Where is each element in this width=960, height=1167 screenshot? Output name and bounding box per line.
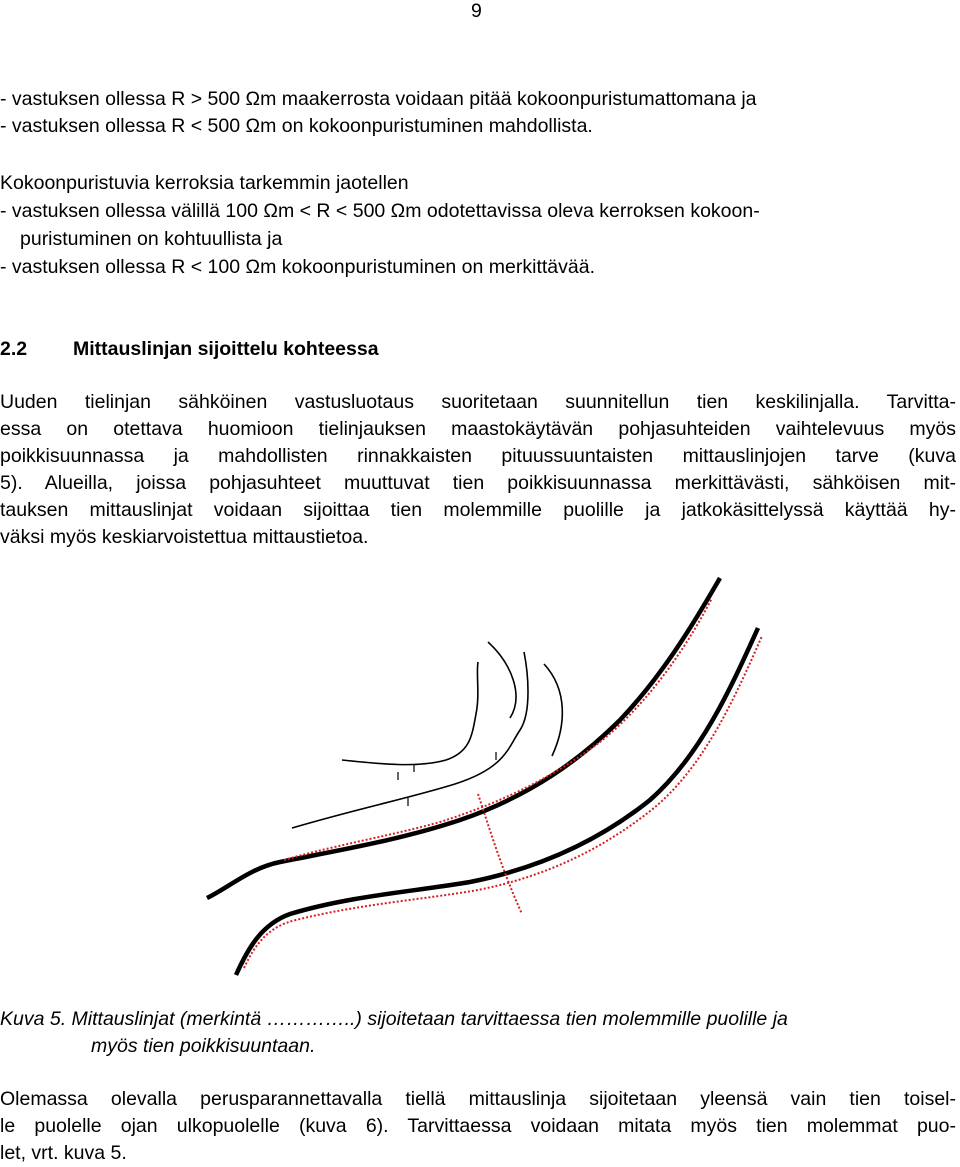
detail-line-4: - vastuksen ollessa R < 100 Ωm kokoonpuristuminen on merkittävää. xyxy=(0,256,595,278)
detail-line-2: - vastuksen ollessa välillä 100 Ωm < R < 500 Ωm odotettavissa oleva kerroksen kokoon- xyxy=(0,200,760,222)
paragraph-line-1: Uuden tielinjan sähköinen vastusluotaus suoritetaan suunnitellun tien keskilinjalla. Tarvitta- xyxy=(0,391,956,413)
detail-line-1: Kokoonpuristuvia kerroksia tarkemmin jaotellen xyxy=(0,172,409,194)
page-number: 9 xyxy=(471,0,482,22)
closing-line-1: Olemassa olevalla perusparannettavalla tiellä mittauslinja sijoitetaan yleensä vain tien toisel- xyxy=(0,1088,956,1110)
figure-caption-line-1: Kuva 5. Mittauslinjat (merkintä …………..) sijoitetaan tarvittaessa tien molemmille puolille ja xyxy=(0,1008,788,1030)
measurement-line-upper xyxy=(284,598,712,860)
road-edge-upper xyxy=(207,578,720,898)
contour-line-3 xyxy=(488,642,516,718)
section-number: 2.2 xyxy=(0,338,28,360)
intro-line-1: - vastuksen ollessa R > 500 Ωm maakerrosta voidaan pitää kokoonpuristumattomana ja xyxy=(0,88,757,110)
intro-line-2: - vastuksen ollessa R < 500 Ωm on kokoonpuristuminen mahdollista. xyxy=(0,115,593,137)
paragraph-line-5: tauksen mittauslinjat voidaan sijoittaa tien molemmille puolille ja jatkokäsittelyssä käyttää hy- xyxy=(0,499,956,521)
closing-line-2: le puolelle ojan ulkopuolelle (kuva 6). Tarvittaessa voidaan mitata myös tien molemmat puo- xyxy=(0,1115,956,1137)
closing-line-3: let, vrt. kuva 5. xyxy=(0,1142,127,1164)
paragraph-line-6: väksi myös keskiarvoistettua mittaustietoa. xyxy=(0,526,369,548)
paragraph-line-2: essa on otettava huomioon tielinjauksen maastokäytävän pohjasuhteiden vaihtelevuus myös xyxy=(0,418,956,440)
paragraph-line-4: 5). Alueilla, joissa pohjasuhteet muuttuvat tien poikkisuunnassa merkittävästi, sähköisen mit- xyxy=(0,472,956,494)
contour-line-2 xyxy=(342,662,478,765)
contour-line-1 xyxy=(292,652,528,828)
paragraph-line-3: poikkisuunnassa ja mahdollisten rinnakkaisten pituussuuntaisten mittauslinjojen tarve (kuva xyxy=(0,445,956,467)
detail-line-3: puristuminen on kohtuullista ja xyxy=(20,228,283,250)
figure-measurement-lines xyxy=(195,570,765,990)
section-title: Mittauslinjan sijoittelu kohteessa xyxy=(73,338,379,360)
figure-caption-line-2: myös tien poikkisuuntaan. xyxy=(91,1035,316,1057)
contour-line-4 xyxy=(544,664,562,756)
